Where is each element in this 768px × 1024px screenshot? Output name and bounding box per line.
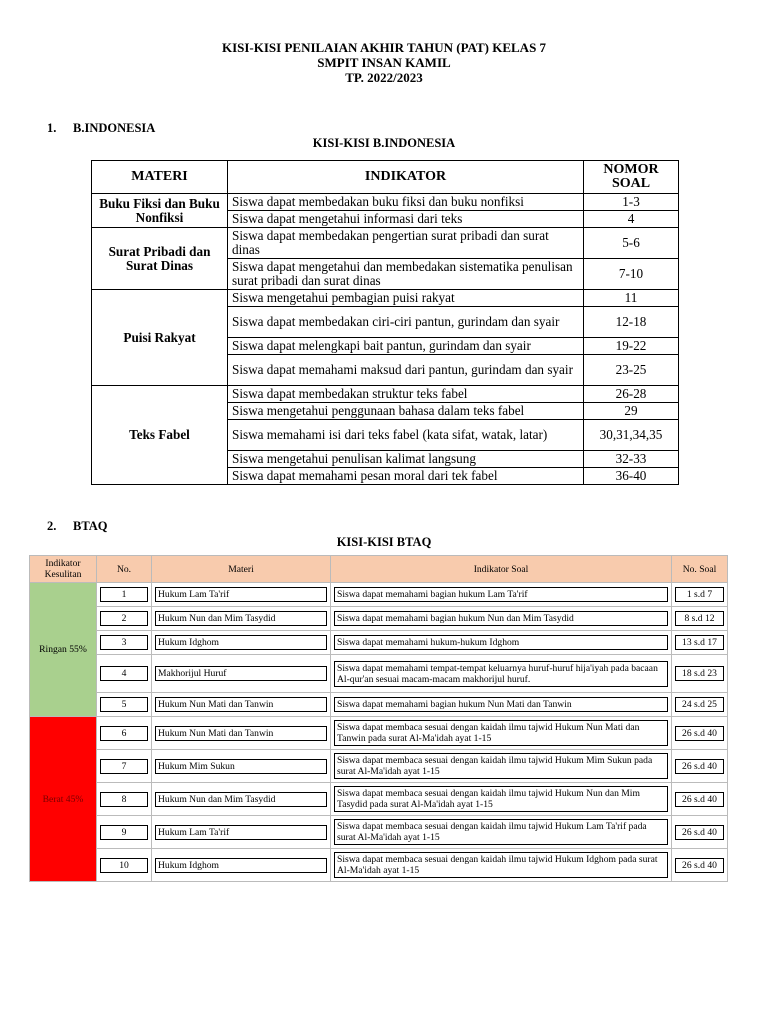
cell-no-soal-text: 26 s.d 40 [675,792,724,807]
cell-indikator: Siswa mengetahui penulisan kalimat langsung [228,451,584,468]
section-heading-btaq [47,519,108,534]
cell-nomor-soal: 12-18 [584,307,679,338]
cell-no-soal [672,717,728,750]
cell-no-soal [672,783,728,816]
cell-indikator: Siswa dapat mengetahui dan membedakan sistematika penulisan surat pribadi dan surat dinas [228,259,584,290]
cell-indikator: Siswa dapat memahami maksud dari pantun, gurindam dan syair [228,355,584,386]
cell-materi [152,607,331,631]
table-body [30,583,728,882]
cell-no-soal [672,631,728,655]
cell-no-soal-text: 26 s.d 40 [675,726,724,741]
cell-nomor-soal: 4 [584,211,679,228]
cell-indikator-soal-text: Siswa dapat membaca sesuai dengan kaidah ilmu tajwid Hukum Nun dan Mim Tasydid pada surat Al-Ma'idah ayat 1-15 [334,786,668,812]
cell-indikator-soal-text: Siswa dapat memahami bagian hukum Nun dan Mim Tasydid [334,611,668,626]
section-number: 2. [47,519,57,533]
cell-no-soal [672,816,728,849]
table-row [30,816,728,849]
cell-nomor-soal: 23-25 [584,355,679,386]
cell-no-soal-text: 1 s.d 7 [675,587,724,602]
cell-nomor-soal: 19-22 [584,338,679,355]
cell-no-soal [672,583,728,607]
cell-no-soal-text: 26 s.d 40 [675,858,724,873]
cell-materi [152,717,331,750]
section-title: B.INDONESIA [73,121,156,135]
cell-indikator-soal-text: Siswa dapat memahami hukum-hukum Idghom [334,635,668,650]
cell-no [97,583,152,607]
cell-indikator-soal-text: Siswa dapat memahami bagian hukum Nun Mati dan Tanwin [334,697,668,712]
cell-no [97,849,152,882]
cell-indikator: Siswa dapat membedakan struktur teks fabel [228,386,584,403]
cell-materi [152,783,331,816]
cell-materi [152,816,331,849]
section-heading-bindonesia [47,121,155,136]
cell-no-text: 9 [100,825,148,840]
table-row [30,693,728,717]
cell-materi [152,583,331,607]
table-caption-bindonesia: KISI-KISI B.INDONESIA [312,136,456,150]
header-materi: Materi [152,556,331,583]
cell-no [97,717,152,750]
cell-indikator-soal [331,607,672,631]
cell-no-text: 7 [100,759,148,774]
cell-no-text: 3 [100,635,148,650]
cell-no-text: 5 [100,697,148,712]
table-caption-btaq: KISI-KISI BTAQ [336,535,432,549]
cell-indikator-soal [331,717,672,750]
header-nomor-soal: NOMOR SOAL [584,161,679,194]
cell-no-soal-text: 26 s.d 40 [675,759,724,774]
cell-materi-text: Hukum Mim Sukun [155,759,327,774]
cell-no-soal-text: 13 s.d 17 [675,635,724,650]
cell-materi: Teks Fabel [92,386,228,485]
cell-indikator: Siswa mengetahui penggunaan bahasa dalam teks fabel [228,403,584,420]
table-row [30,607,728,631]
cell-indikator: Siswa memahami isi dari teks fabel (kata sifat, watak, latar) [228,420,584,451]
cell-no [97,631,152,655]
header-indikator-kesulitan: Indikator Kesulitan [30,556,97,583]
cell-materi-text: Hukum Nun Mati dan Tanwin [155,726,327,741]
table-row [92,194,679,211]
cell-nomor-soal: 1-3 [584,194,679,211]
cell-no-text: 8 [100,792,148,807]
cell-nomor-soal: 26-28 [584,386,679,403]
section-number: 1. [47,121,57,135]
header-title: KISI-KISI PENILAIAN AKHIR TAHUN (PAT) KELAS 7 [221,40,547,55]
cell-indikator: Siswa dapat mengetahui informasi dari teks [228,211,584,228]
cell-indikator-soal-text: Siswa dapat memahami tempat-tempat keluarnya huruf-huruf hija'iyah pada bacaan Al-qur'an sesuai macam-macam makhorijul huruf. [334,661,668,687]
table-row [30,750,728,783]
cell-no-soal [672,750,728,783]
cell-nomor-soal: 30,31,34,35 [584,420,679,451]
header-materi: MATERI [92,161,228,194]
cell-materi [152,750,331,783]
cell-materi [152,693,331,717]
cell-no [97,655,152,693]
table-header-row [92,161,679,194]
cell-no-text: 4 [100,666,148,681]
cell-materi [152,631,331,655]
cell-no-text: 2 [100,611,148,626]
cell-no-text: 6 [100,726,148,741]
cell-no-soal [672,693,728,717]
cell-indikator-soal [331,631,672,655]
cell-indikator: Siswa dapat membedakan ciri-ciri pantun, gurindam dan syair [228,307,584,338]
cell-nomor-soal: 29 [584,403,679,420]
cell-indikator-soal-text: Siswa dapat membaca sesuai dengan kaidah ilmu tajwid Hukum Idghom pada surat Al-Ma'idah ayat 1-15 [334,852,668,878]
document-header [0,40,768,85]
cell-indikator-soal [331,750,672,783]
cell-no [97,693,152,717]
cell-difficulty-level: Berat 45% [30,717,97,882]
table-row [30,631,728,655]
cell-no-soal-text: 18 s.d 23 [675,666,724,681]
cell-materi-text: Hukum Lam Ta'rif [155,587,327,602]
cell-materi-text: Hukum Nun Mati dan Tanwin [155,697,327,712]
header-year: TP. 2022/2023 [345,70,423,85]
cell-nomor-soal: 7-10 [584,259,679,290]
cell-materi-text: Hukum Nun dan Mim Tasydid [155,792,327,807]
cell-indikator: Siswa dapat membedakan pengertian surat pribadi dan surat dinas [228,228,584,259]
cell-indikator-soal [331,693,672,717]
cell-materi-text: Hukum Idghom [155,858,327,873]
kisi-kisi-bindonesia-table [91,160,679,485]
table-row [30,655,728,693]
header-school: SMPIT INSAN KAMIL [317,55,451,70]
table-row [30,783,728,816]
cell-nomor-soal: 36-40 [584,468,679,485]
cell-indikator: Siswa dapat memahami pesan moral dari tek fabel [228,468,584,485]
cell-indikator-soal [331,849,672,882]
cell-no-soal [672,849,728,882]
table-row [30,583,728,607]
cell-indikator: Siswa dapat membedakan buku fiksi dan buku nonfiksi [228,194,584,211]
cell-no-soal-text: 24 s.d 25 [675,697,724,712]
cell-materi: Puisi Rakyat [92,290,228,386]
cell-indikator-soal-text: Siswa dapat membaca sesuai dengan kaidah ilmu tajwid Hukum Nun Mati dan Tanwin pada surat Al-Ma'idah ayat 1-15 [334,720,668,746]
cell-no [97,783,152,816]
cell-materi-text: Hukum Lam Ta'rif [155,825,327,840]
cell-indikator: Siswa dapat melengkapi bait pantun, gurindam dan syair [228,338,584,355]
cell-materi: Surat Pribadi dan Surat Dinas [92,228,228,290]
cell-difficulty-level: Ringan 55% [30,583,97,717]
cell-indikator-soal-text: Siswa dapat membaca sesuai dengan kaidah ilmu tajwid Hukum Mim Sukun pada surat Al-Ma'idah ayat 1-15 [334,753,668,779]
cell-indikator-soal-text: Siswa dapat membaca sesuai dengan kaidah ilmu tajwid Hukum Lam Ta'rif pada surat Al-Ma'idah ayat 1-15 [334,819,668,845]
cell-no-soal [672,607,728,631]
table-row [92,228,679,259]
table-body [92,194,679,485]
cell-no-soal-text: 26 s.d 40 [675,825,724,840]
cell-nomor-soal: 11 [584,290,679,307]
cell-materi-text: Makhorijul Huruf [155,666,327,681]
cell-no-text: 10 [100,858,148,873]
header-indikator: INDIKATOR [228,161,584,194]
table-row [30,717,728,750]
cell-indikator-soal-text: Siswa dapat memahami bagian hukum Lam Ta'rif [334,587,668,602]
table-row [92,386,679,403]
cell-nomor-soal: 32-33 [584,451,679,468]
cell-materi: Buku Fiksi dan Buku Nonfiksi [92,194,228,228]
cell-no-soal-text: 8 s.d 12 [675,611,724,626]
section-title: BTAQ [73,519,108,533]
header-no: No. [97,556,152,583]
cell-indikator-soal [331,583,672,607]
cell-nomor-soal: 5-6 [584,228,679,259]
cell-materi [152,655,331,693]
cell-indikator: Siswa mengetahui pembagian puisi rakyat [228,290,584,307]
cell-materi-text: Hukum Idghom [155,635,327,650]
cell-no [97,816,152,849]
cell-indikator-soal [331,655,672,693]
cell-materi [152,849,331,882]
cell-no-text: 1 [100,587,148,602]
cell-indikator-soal [331,783,672,816]
cell-no [97,607,152,631]
header-no-soal: No. Soal [672,556,728,583]
table-row [30,849,728,882]
header-indikator-soal: Indikator Soal [331,556,672,583]
cell-no [97,750,152,783]
cell-materi-text: Hukum Nun dan Mim Tasydid [155,611,327,626]
cell-indikator-soal [331,816,672,849]
cell-no-soal [672,655,728,693]
kisi-kisi-btaq-table [29,555,728,882]
table-header-row [30,556,728,583]
table-row [92,290,679,307]
